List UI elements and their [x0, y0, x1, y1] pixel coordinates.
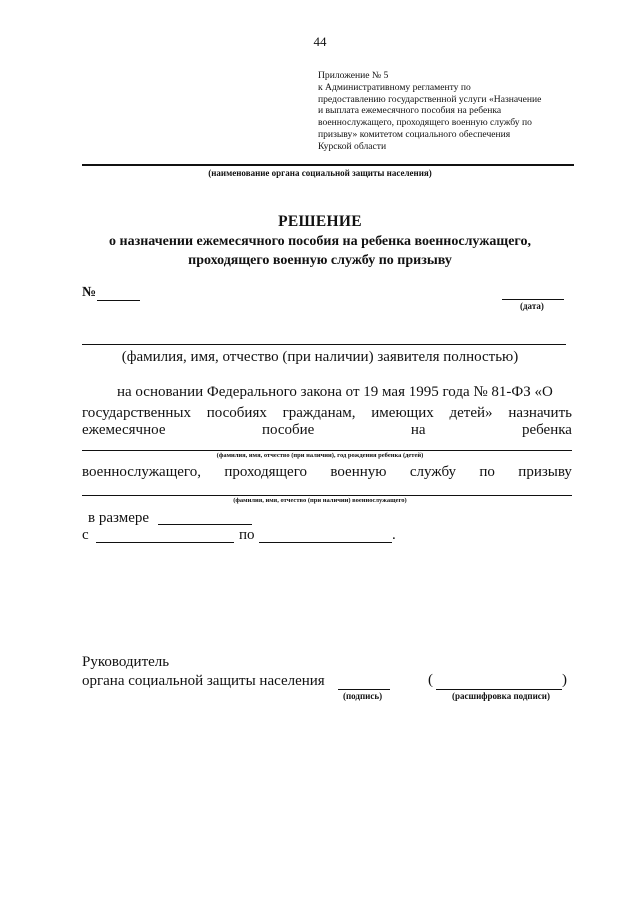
child-caption: (фамилия, имя, отчество (при наличии), год рождения ребенка (детей) [216, 452, 424, 459]
document-subtitle [0, 232, 640, 270]
appendix-line: Приложение № 5 [318, 70, 389, 81]
period-from-label: с [82, 527, 89, 543]
word: на [410, 422, 426, 438]
document-title: РЕШЕНИЕ [278, 213, 362, 230]
close-paren: ) [562, 672, 567, 688]
amount-field-line[interactable] [158, 524, 252, 525]
period-to-label: по [239, 527, 255, 543]
date-caption: (дата) [520, 301, 544, 311]
signature-field-line[interactable] [338, 689, 390, 690]
word: назначить [508, 405, 572, 421]
subtitle-line: о назначении ежемесячного пособия на ребенка военнослужащего, [109, 234, 531, 249]
body-line-3 [82, 422, 572, 439]
appendix-line: Курской области [318, 140, 387, 152]
org-name-line[interactable] [82, 164, 574, 166]
org-name-caption: (наименование органа социальной защиты населения) [208, 168, 432, 178]
open-paren: ( [428, 672, 433, 688]
period-end: . [392, 527, 396, 543]
word: гражданам, [282, 405, 356, 421]
basis-paragraph: на основании Федерального закона от 19 мая 1995 года № 81-ФЗ «О [117, 384, 553, 400]
appendix-line: и выплата ежемесячного пособия на ребенка [318, 105, 502, 117]
date-field-line[interactable] [502, 299, 564, 300]
decoding-caption: (расшифровка подписи) [452, 691, 550, 701]
word: государственных [82, 405, 191, 421]
number-field-line[interactable] [97, 300, 140, 301]
word: пособиях [206, 405, 267, 421]
child-name-line[interactable] [82, 450, 572, 451]
serviceman-caption: (фамилия, имя, отчество (при наличии) военнослужащего) [233, 497, 407, 504]
appendix-line: предоставлению государственной услуги «Назначение [318, 93, 542, 105]
signature-caption: (подпись) [343, 691, 383, 701]
period-to-line[interactable] [259, 542, 392, 543]
page-number: 44 [313, 34, 327, 49]
word: имеющих [371, 405, 434, 421]
word: ежемесячное [82, 422, 166, 438]
body-line-2 [82, 405, 572, 422]
word: пособие [261, 422, 315, 438]
head-title-line-1: Руководитель [82, 654, 170, 670]
number-label: № [82, 285, 97, 300]
word: призыву [518, 464, 572, 480]
amount-label: в размере [88, 510, 150, 526]
period-from-line[interactable] [96, 542, 234, 543]
period-row [82, 527, 89, 544]
serviceman-name-line[interactable] [82, 495, 572, 496]
appendix-block [318, 70, 573, 153]
word: службу [409, 464, 457, 480]
decoding-field-line[interactable] [436, 689, 562, 690]
word: детей» [449, 405, 493, 421]
appendix-line: призыву» комитетом социального обеспечения [318, 128, 511, 140]
word: проходящего [224, 464, 307, 480]
head-title-line-2: органа социальной защиты населения [82, 673, 325, 689]
appendix-line: к Административному регламенту по [318, 81, 471, 93]
body-line-4 [82, 464, 572, 481]
word: ребенка [521, 422, 572, 438]
subtitle-line: проходящего военную службу по призыву [188, 253, 452, 268]
applicant-caption: (фамилия, имя, отчество (при наличии) заявителя полностью) [121, 349, 519, 365]
appendix-line: военнослужащего, проходящего военную службу по [318, 117, 532, 129]
word: военнослужащего, [82, 464, 201, 480]
word: военную [330, 464, 387, 480]
word: по [479, 464, 495, 480]
applicant-name-line[interactable] [82, 344, 566, 345]
